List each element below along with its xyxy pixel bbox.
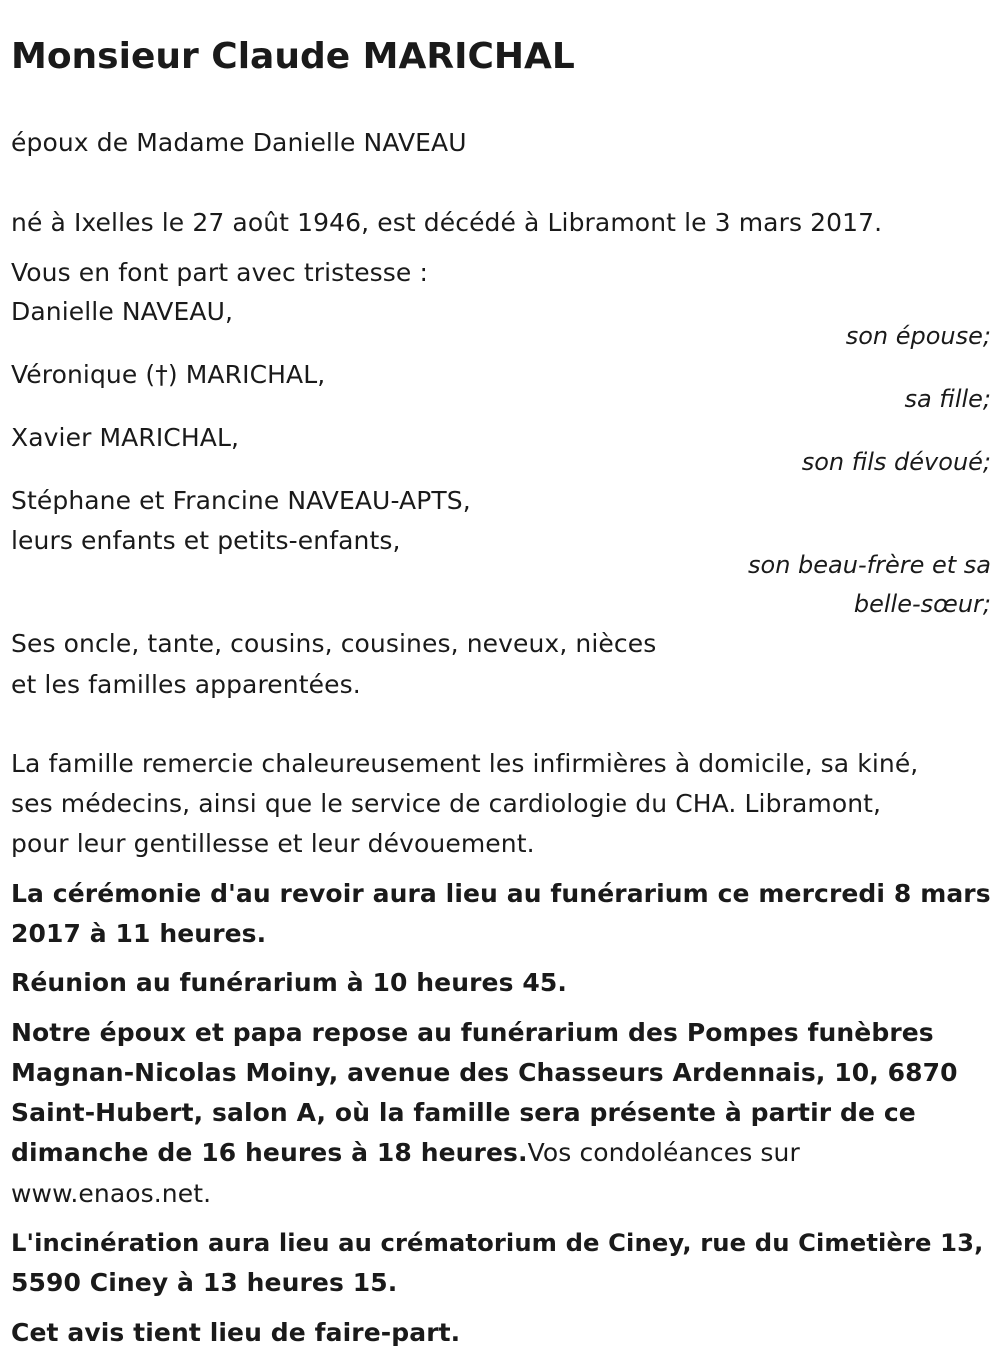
family-member-veronique: Véronique (†) MARICHAL, bbox=[11, 360, 326, 389]
relation-danielle: son épouse; bbox=[845, 322, 991, 350]
announce-line: Vous en font part avec tristesse : bbox=[11, 258, 428, 287]
relation-inlaws-1: son beau-frère et sa bbox=[748, 551, 991, 579]
relation-xavier: son fils dévoué; bbox=[801, 448, 991, 476]
ceremony-line-1: La cérémonie d'au revoir aura lieu au funérarium ce mercredi 8 mars bbox=[11, 879, 991, 908]
birth-death-line: né à Ixelles le 27 août 1946, est décédé à Libramont le 3 mars 2017. bbox=[11, 208, 883, 237]
rest-line-3: Saint-Hubert, salon A, où la famille sera présente à partir de ce bbox=[11, 1098, 916, 1127]
rest-line-2: Magnan-Nicolas Moiny, avenue des Chasseurs Ardennais, 10, 6870 bbox=[11, 1058, 958, 1087]
family-others-2: et les familles apparentées. bbox=[11, 670, 361, 699]
family-member-children: leurs enfants et petits-enfants, bbox=[11, 526, 401, 555]
family-others-1: Ses oncle, tante, cousins, cousines, neveux, nièces bbox=[11, 629, 657, 658]
thanks-line-1: La famille remercie chaleureusement les infirmières à domicile, sa kiné, bbox=[11, 749, 919, 778]
family-member-xavier: Xavier MARICHAL, bbox=[11, 423, 240, 452]
rest-line-1: Notre époux et papa repose au funérarium des Pompes funèbres bbox=[11, 1018, 934, 1047]
rest-last-bold: dimanche de 16 heures à 18 heures. bbox=[11, 1138, 528, 1167]
closing-line: Cet avis tient lieu de faire-part. bbox=[11, 1318, 461, 1347]
condolences-text: Vos condoléances sur bbox=[527, 1138, 800, 1167]
meeting-line: Réunion au funérarium à 10 heures 45. bbox=[11, 968, 567, 997]
ceremony-line-2: 2017 à 11 heures. bbox=[11, 919, 267, 948]
thanks-line-3: pour leur gentillesse et leur dévouement. bbox=[11, 829, 535, 858]
spouse-line: époux de Madame Danielle NAVEAU bbox=[11, 128, 467, 157]
page-title: Monsieur Claude MARICHAL bbox=[11, 36, 575, 77]
thanks-line-2: ses médecins, ainsi que le service de cardiologie du CHA. Libramont, bbox=[11, 789, 882, 818]
family-member-stephane: Stéphane et Francine NAVEAU-APTS, bbox=[11, 486, 471, 515]
relation-veronique: sa fille; bbox=[904, 385, 991, 413]
incineration-line-2: 5590 Ciney à 13 heures 15. bbox=[11, 1268, 398, 1297]
family-member-danielle: Danielle NAVEAU, bbox=[11, 297, 234, 326]
rest-line-4 bbox=[11, 1133, 800, 1173]
incineration-line-1: L'incinération aura lieu au crématorium de Ciney, rue du Cimetière 13, bbox=[11, 1228, 984, 1257]
website-text: www.enaos.net. bbox=[11, 1179, 212, 1208]
relation-inlaws-2: belle-sœur; bbox=[853, 590, 991, 618]
